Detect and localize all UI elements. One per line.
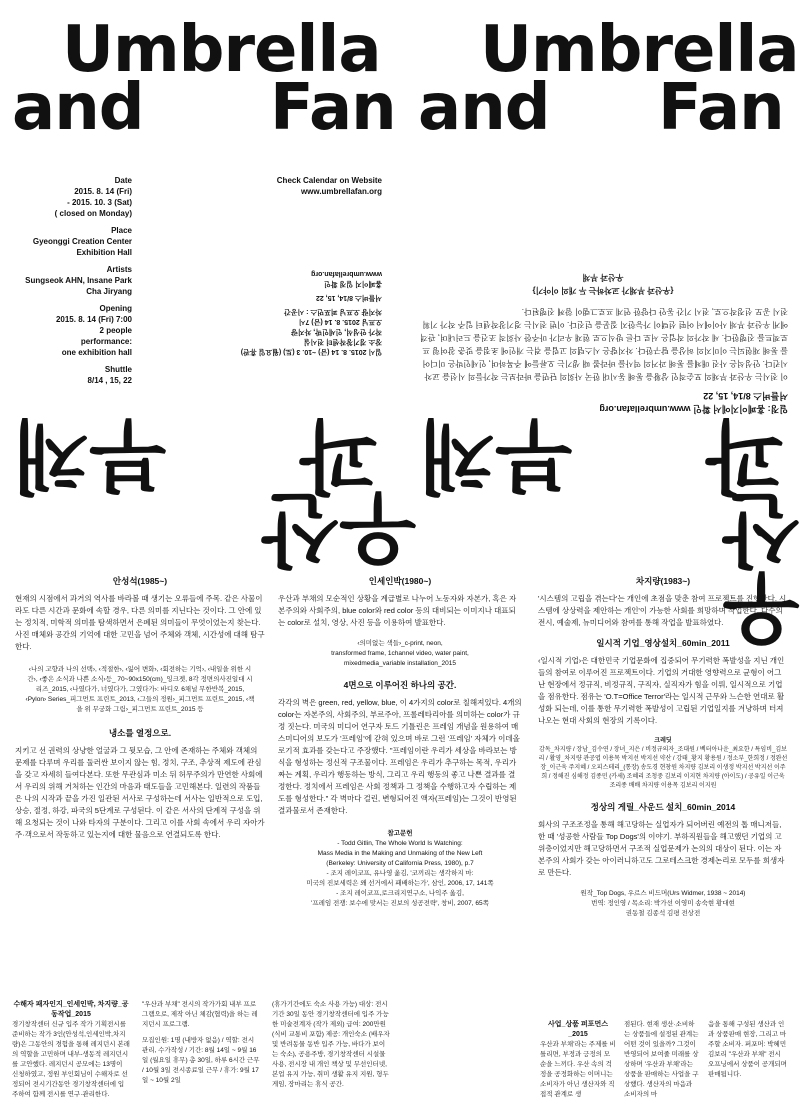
works-line: transformed frame, 1channel video, water paint, — [331, 650, 469, 657]
place-line: Gyeonggi Creation Center — [32, 237, 132, 246]
artists-line: Sungseok AHN, Insane Park — [25, 276, 132, 285]
place-label: Place — [111, 226, 132, 235]
artist-name: 차지량(1983~) — [635, 576, 691, 586]
artist-works — [278, 639, 522, 669]
big-glyph-bucha: 부채 — [418, 409, 573, 502]
credits — [538, 737, 788, 791]
artist-name: 안성석(1985~) — [112, 576, 168, 586]
artist-intro: '시스템의 고립을 겪는다'는 개인에 초점을 맞춘 참여 프로젝트를 진행한다. 시스템에 상상력을 제안하는 개인'이 가능한 사회를 희망하며 작업한다. 다수의 전시, 예술제, 뉴미디어와 참여를 통해 작업을 발표하였다. — [538, 594, 787, 627]
program-heading: 수해자 패자인지_인세인박, 차지량_공동작업_2015 — [13, 1001, 129, 1018]
references — [278, 829, 522, 909]
artist-intro: 우산과 부채의 모순적인 상황을 계급별로 나누어 노동자와 자본가, 혹은 자본주의와 사회주의, blue color와 red color 등의 대비되는 이미지나 대표되는 color로 설치, 영상, 사진 등을 이용하여 발표한다. — [278, 594, 517, 627]
reference-line: - 조지 레이코프, 유나영 옮김, '코끼리는 생각하지 마: — [326, 870, 474, 877]
big-glyph-usan: 우산 — [262, 482, 417, 575]
artist-works: ‹나의 고향과 나의 선택›, ‹적절한›, ‹잃어 변화›, ‹회전하는 기억›, ‹내일을 위한 시간›, ‹좋은 소식과 나쁜 소식›등_ 70~90x150(cm)_잉크젯, 8각 정면의사진일대 시리즈_2015, ‹나였다가, 너였다가, 그였다가›: 바디오 6채널 무한반복_2015, ‹Pylon› Series_피그먼트 프린트_2013, ‹그들의 정원›_피그먼트 프린트_2015, ‹책을 위 무궁화 그림›_피그먼트 프린트_2015 등 — [25, 666, 255, 713]
date-line: ( closed on Monday) — [54, 209, 132, 218]
big-glyph-gwa: 과 — [300, 409, 378, 502]
opening-line: 2 people — [99, 326, 132, 335]
bottom-program-3 — [272, 1000, 390, 1116]
info-value: 홈페이지 일정 확인 — [324, 280, 382, 287]
section-text: 지키고 선 권력의 상냥한 얼굴과 그 뒷모습, 그 안에 존재하는 주체와 객체의 문제를 다루며 우리를 둘러싼 보이지 않는 힘, 정치, 구조, 추상적 제도에 관심을 갖고 자세히 들여다본다. 또한 무관심과 미소 뒤 허무주의가 만연한 사회에서 우리의 위해 거처하는 인간의 마음과 태도들을 고민해본다. 일련의 작품들은 나의 시작과 끝을 가진 일관된 서사로 구성하는데 서사는 일반적으로 도입, 상승, 절정, 하강, 파국의 5단계로 구성된다. 이 같은 서사의 단계적 구성을 위해 요청되는 것이 나와 타자의 구분이다. 그리고 이를 사회 속에서 우리 자아가 주·객으로서 작동하고 있는지에 대한 물음으로 연결되도록 한다. — [15, 746, 265, 839]
info-value: 2015. 8. 14 (금) 7시 — [298, 318, 360, 325]
title-and-right: and — [418, 71, 550, 145]
program-heading: 사업_상품 퍼포먼스_2015 — [548, 1021, 608, 1038]
credit-line: 권동철 김종석 김평 전상전 — [625, 910, 701, 917]
credit-line: 원작_Top Dogs, 우르스 비드머(Urs Widmer, 1938 ~ 2014) — [580, 890, 746, 897]
bottom-program-5 — [624, 1020, 700, 1116]
info-key: 장소 — [368, 338, 382, 345]
date-line: 2015. 8. 14 (Fri) — [74, 187, 132, 196]
info-value: 8/14, 15, 22 — [316, 294, 353, 301]
reference-line: 미국의 진보세력은 왜 선거에서 패배하는가', 삼인, 2006, 17, 141쪽 — [306, 880, 494, 887]
date-label: Date — [114, 176, 132, 185]
big-glyph-gwa: 과 — [706, 409, 784, 502]
title-fan-left: Fan — [270, 71, 396, 145]
place-line: Exhibition Hall — [76, 248, 132, 257]
bottom-program-2 — [142, 1000, 260, 1116]
credits-heading: 크레딧 — [654, 738, 672, 744]
program-text: 경기창작센터 신규 입주 작가 기획전시를 준비하는 작가 3인(안성석,인세인박,차지량)은 그동안의 경험을 통해 레지던시 본래의 역할을 고민하며 내부-생동적 레지던시를 고안했다. 레지던시 공모에는 13명이 신청하였고, 정원 부인회님이 수해자로 선정되어 전시기간동안 경기창작센터에 입주하여 함께 전시를 연구·관리한다. — [12, 1021, 130, 1098]
reference-line: - 조지 레이코프,로크리지연구소, 나익주 옮김, — [336, 890, 464, 897]
shuttle-line: 8/14 , 15, 22 — [87, 376, 132, 385]
work-title: 정상의 게릴_사운드 설치_60min_2014 — [590, 802, 736, 812]
reference-line: (Berkeley: University of California Press, 1980), p.7 — [326, 860, 474, 867]
work-text: ‹일시적 기업›은 대한민국 기업문화에 집중되어 무기력한 폭발성을 지닌 개인들의 참여로 이루어진 프로젝트이다. 기업의 거대한 영향력으로 균형이 어그난 현장에서 정규직, 비정규직, 구직자, 실직자가 힘을 이뤄, 일시적으로 기업을 점유한다. 점유는 'O.T=Office Terror'라는 일시적 근무와 느슨한 연대로 활성화 되는데, 이를 통한 무기력한 폭발성이 고립된 기업일지를 겨냥하며 터져 나오는 현대 사회의 현장의 기록이다. — [538, 656, 785, 725]
title-fan-right: Fan — [658, 71, 784, 145]
work-text: 회사의 구조조정을 통해 해고당하는 실업자가 되어버린 예전의 톱 매니저들, 한 때 '성공한 사람들 Top Dogs'의 이야기. 부하직원들을 해고했던 기업의 고위층이었지만 해고당하면서 구조적 실업문제가 논의의 대상이 된다. 이는 자본주의 사회가 갖는 아이러니하고도 그로테스크한 경제논리로 모두를 희생자로 만든다. — [538, 820, 785, 877]
flipped-shuttle: 셔틀버스 8/14, 15, 22 — [703, 391, 788, 401]
big-glyph-bucha: 부채 — [12, 409, 167, 502]
english-info — [20, 175, 132, 386]
program-text: 우산과 부채'라는 주제를 비틀리면, 부정과 긍정의 모순을 느끼다. 우산 속의 걱정을 공정화하는 이머니는 소비자가 아닌 생산자와 직접적 관계로 생 — [540, 1041, 616, 1098]
flipped-site: 일정: 홈페이지에서 확인 www.umbrellafan.org — [599, 404, 788, 414]
program-text: 음을 통해 구성된 생산과 인과 상품판매 현장, 그리고 마주할 소비자. 퍼포머: 박혜민 김보리 "우산과 부채" 전시 오프닝에서 상품이 공개되며 판매됩니다. — [708, 1021, 787, 1078]
work-credits — [538, 889, 788, 919]
artist-intro: 현재의 시점에서 과거의 역사를 바라볼 때 생기는 오류들에 주목. 같은 사물이라도 다른 시간과 문화에 속할 경우, 다른 의미를 지닌다는 것이다. 그 안에 있는 정치적, 미학적 의미를 탐색하면서 은폐된 의미들이 무엇이었는지 찾는다. 사진 매체와 공간의 기억에 대한 고민을 넘어 주체와 객체, 시간성에 대해 탐구한다. — [15, 594, 265, 651]
opening-label: Opening — [99, 304, 132, 313]
big-glyph-usan: 우산 — [722, 482, 800, 655]
info-value: 안성석, 인세인박, 차지량 — [291, 328, 367, 335]
title-umbrella-left: Umbrella — [62, 13, 381, 87]
date-line: - 2015. 10. 3 (Sat) — [67, 198, 132, 207]
reference-line: '프레임 전쟁: 보수에 맞서는 진보의 성공전략', 창비, 2007, 65쪽 — [311, 900, 489, 907]
shuttle-label: Shuttle — [104, 365, 132, 374]
section-title: 냉소를 열정으로. — [108, 728, 172, 738]
info-value: www.umbrellafan.org — [311, 270, 382, 277]
title-and-left: and — [12, 71, 144, 145]
artist-column-insane — [278, 575, 522, 909]
works-line: ‹의미없는 색들›_c-print, neon, — [357, 640, 443, 647]
bottom-program-6 — [708, 1020, 788, 1116]
info-key: 일시 — [368, 348, 382, 355]
info-key: 오프닝 — [361, 318, 382, 325]
info-key: 작가 — [368, 328, 382, 335]
program-text: 점된다. 현재 생산·소비하는 상품들에 설정된 관계는 어떤 것이 있을까? 그것이 반영되어 보여줄 미래를 상상하며 '우산과 부채'라는 상품을 판매하는 사업을 구상했다. 생산자의 마음과 소비자의 마 — [624, 1021, 699, 1098]
info-value: 차지량 오프닝 퍼포먼스 : 시공간 — [283, 308, 382, 315]
program-text: "우산과 부채" 전시의 작가가회 내부 프로그램으로, 제작 아닌 체감(협력)을 하는 레지던시 프로그램. — [142, 1001, 258, 1028]
artist-name: 인세인박(1980~) — [368, 576, 432, 586]
info-value: 경기창작센터 전시실 — [303, 338, 367, 345]
opening-line: performance: — [80, 337, 132, 346]
calendar-line: Check Calendar on Website — [276, 176, 382, 185]
program-text: (휴가기간에도 숙소 사용 가능) 대상: 전시기간 30일 동안 경기창작센터에 입주 가능한 미술전계자 (작가 제외) 급여: 200만원 (식비 교통비 포함) 제공: 개인숙소 (배우자 및 반려동물 동반 입주 가능, 바다가 보이는 숙소), 공용주방, 경기창작센터 시설물 사용, 전시장 내 개인 책상 및 무선인터넷, 본업 유지 가능, 취미 생활 유지 지원, 형두게임, 장마리는 휴식 공간. — [272, 1001, 390, 1088]
reference-line: - Todd Gitlin, The Whole World Is Watching: — [337, 840, 463, 847]
credit-line: 번역: 정인영 / 목소리: 박가선 이영미 송숙현 황대현 — [591, 900, 735, 907]
artists-label: Artists — [106, 265, 132, 274]
program-list: 모집인원: 1명 (내방자 없음) / 역할: 전시관리, 수가작성 / 기간: 8월 14일 ~ 9월 16일 (월요일 휴무) 총 30일, 하루 6시간 근무 / 10월 3일 전시종료일 근무 / 휴가: 9월 17일 ~ 10월 2일 — [142, 1037, 260, 1084]
bottom-program-4 — [540, 1020, 616, 1116]
flipped-subtitle: {우산과 부채가 교차하는 두 개의 이야기} — [532, 286, 674, 295]
credits-text: 감독_차지량 / 장남_김수연 / 장녀_지은 / 비정규의자_조대원 / 벡터아나운_최요한 / 특임비_김보리 / 활영_차지량 관공엽 이용목 박지선 박지선 약산 / 강태_황지 황용원 / 정소부_한희정 / 정완선장_이근욱 주지혜 / 오피스테리_(통장) 송도경 현창원 차지량 김보리 이생정 박지선 박지선 이주희 / 정해진 심해정 김종민 (카세) 조혜리 조청중 김보리 이지현 차지량 (아이도) / 공유일 이근욱 조리종 배배 차지량 이용목 김보리 이지원 — [538, 747, 788, 789]
title-umbrella-right: Umbrella — [480, 13, 799, 87]
artist-column-cha — [538, 575, 788, 919]
website-link[interactable]: www.umbrellafan.org — [300, 187, 382, 196]
opening-line: 2015. 8. 14 (Fri) 7:00 — [55, 315, 132, 324]
section-text: 각각의 벽은 green, red, yellow, blue, 이 4가지의 color로 칠해져있다. 4개의 color는 자본주의, 사회주의, 부르주아, 프롤레타리아를 의미하는 color가 규정 짓는다. 미국의 미디어 연구자 토드 기틀린은 프레임 개념을 원용하여 매스미디어의 보도가 '프레임'에 갇혀 있으며 바로 그런 '프레임' 자체가 이데올로기적 효과를 갖는다고 주장했다. "프레임이란 우리가 세상을 바라보는 방식을 형성하는 정신적 구조물이다. 프레임은 우리가 추구하는 목적, 우리가 짜는 계획, 우리가 행동하는 방식, 그리고 우리 행동의 좋고 나쁜 결과를 결정한다. 정치에서 프레임은 사회 정책과 그 정책을 수행하고자 수립하는 제도를 형성한다." 각 벽마다 걸린, 변형되어진 액자(프레임)는 그것이 반영된 결과물로서 존재한다. — [278, 698, 522, 815]
reference-line: Mass Media in the Making and Unmaking of the New Left — [317, 850, 483, 857]
references-heading: 참고문헌 — [387, 830, 413, 837]
flipped-heading: 우산과 부채 — [582, 273, 624, 282]
calendar-info — [230, 175, 382, 197]
flipped-korean-info — [222, 268, 382, 356]
artist-column-ahn — [15, 575, 265, 841]
info-value: 2015. 8. 14 (금) ~10. 3 (토) (월요일 휴관) — [240, 348, 367, 355]
bottom-program-1 — [12, 1000, 130, 1116]
flipped-body: 이 전시는 우산과 부채의 모순적인 상황을 통해 동시대 한국 사회의 단면을 바라보는 작가들의 시선을 교차시킨다. 안성석은 사진 매체를 통해 과거의 역사를 바라볼 때 생기는 오류들에 주목하며, 인세인박은 미디어를 통해 재현되는 이미지의 허상을 탐구한다. 차지량은 시스템의 고립을 겪는 개인에 초점을 맞춘 참여형 프로젝트를 진행한다. 세 작가의 작업은 서로 다른 방식으로 현재 우리가 마주한 사회적 조건을 드러내며, 관객에게 우산과 부채 사이에서 어떤 선택이 가능한지 질문을 던진다. 이번 전시는 경기창작센터 입주 작가 기획전시 공모 선정작으로, 전시 기간 동안 다양한 연계 프로그램이 함께 진행된다. — [420, 307, 788, 381]
section-title: 4면으로 이루어진 하나의 공간. — [343, 680, 457, 690]
work-title: 일시적 기업_영상설치_60min_2011 — [596, 638, 730, 648]
flipped-intro-block — [418, 145, 788, 415]
works-line: mixedmedia_variable installation_2015 — [343, 660, 456, 667]
artists-line: Cha Jiryang — [86, 287, 132, 296]
opening-line: one exhibition hall — [61, 348, 132, 357]
info-key: 셔틀버스 — [354, 294, 382, 301]
